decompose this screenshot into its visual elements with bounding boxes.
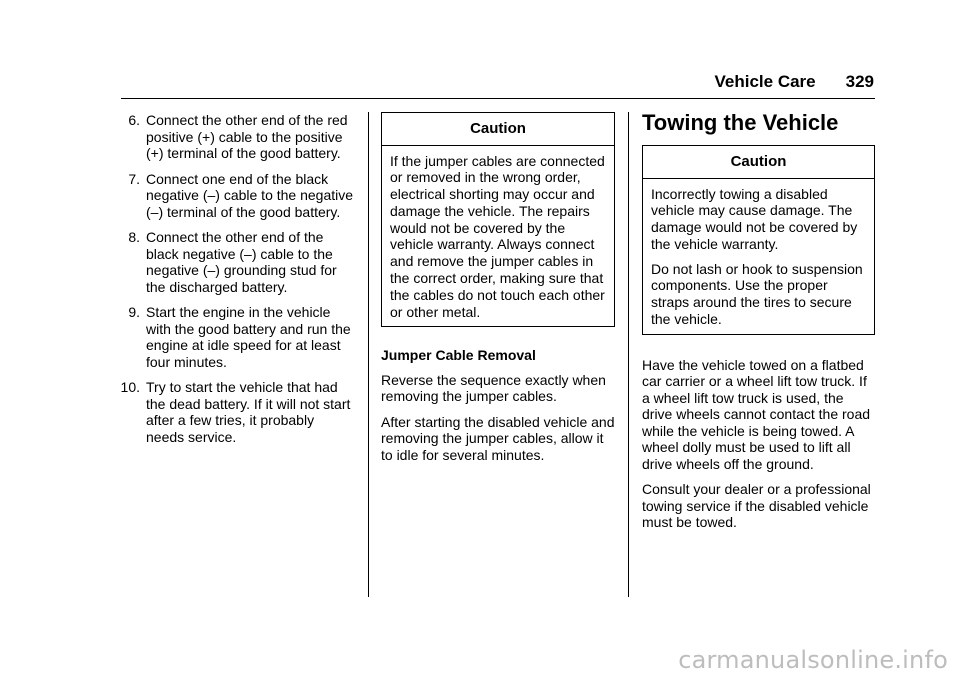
step-item — [104, 112, 356, 162]
caution-box-towing — [642, 145, 875, 335]
caution-box-jumper — [381, 112, 615, 327]
page-number: 329 — [845, 72, 874, 91]
step-text: Connect the other end of the red positive (+) cable to the positive (+) terminal of the good battery. — [146, 112, 348, 161]
caution-text: Incorrectly towing a disabled vehicle may cause damage. The damage would not be covered by the vehicle warranty. — [651, 185, 858, 252]
watermark: carmanualsonline.info — [678, 646, 948, 674]
step-number: 8. — [128, 229, 140, 245]
caution-body — [382, 146, 614, 327]
caution-text: If the jumper cables are connected or removed in the wrong order, electrical shorting may occur and damage the vehicle. The repairs would not be covered by the vehicle warranty. Always connect and remove the jumper cables in the correct order, making sure that the cables do not touch each other or other metal. — [390, 152, 605, 320]
paragraph: Reverse the sequence exactly when removing the jumper cables. — [381, 371, 606, 405]
page-header — [121, 72, 874, 92]
step-number: 9. — [128, 304, 140, 320]
column-divider-1 — [368, 112, 369, 597]
step-number: 10. — [120, 379, 140, 395]
caution-text: Do not lash or hook to suspension components. Use the proper straps around the tires to secure the vehicle. — [651, 260, 863, 328]
column-right — [642, 112, 875, 540]
step-text: Start the engine in the vehicle with the good battery and run the engine at idle speed for at least four minutes. — [146, 304, 351, 370]
step-number: 6. — [128, 112, 140, 128]
step-item — [104, 304, 356, 370]
paragraph: Have the vehicle towed on a flatbed car carrier or a wheel lift tow truck. If a wheel lift tow truck is used, the drive wheels cannot contact the road while the vehicle is being towed. A wheel dolly must be used to lift all drive wheels off the ground. — [642, 356, 871, 472]
column-divider-2 — [628, 112, 629, 597]
paragraph: After starting the disabled vehicle and removing the jumper cables, allow it to idle for several minutes. — [381, 413, 615, 463]
column-middle — [381, 112, 615, 472]
section-heading-towing: Towing the Vehicle — [642, 110, 839, 135]
column-left — [104, 112, 356, 454]
caution-body — [643, 179, 874, 334]
step-item — [104, 229, 356, 295]
step-text: Connect the other end of the black negative (–) cable to the negative (–) grounding stud for the discharged battery. — [146, 229, 337, 295]
caution-title: Caution — [382, 113, 614, 146]
step-text: Try to start the vehicle that had the dead battery. If it will not start after a few tries, it probably needs service. — [146, 379, 351, 445]
caution-title: Caution — [643, 146, 874, 179]
step-text: Connect one end of the black negative (–) cable to the negative (–) terminal of the good battery. — [146, 170, 354, 220]
subheading-jumper-cable-removal: Jumper Cable Removal — [381, 347, 536, 364]
section-title: Vehicle Care — [714, 72, 816, 91]
step-item — [104, 171, 356, 221]
header-divider — [121, 98, 875, 99]
step-number: 7. — [128, 170, 140, 187]
paragraph: Consult your dealer or a professional towing service if the disabled vehicle must be towed. — [642, 481, 871, 531]
step-item — [104, 379, 356, 445]
